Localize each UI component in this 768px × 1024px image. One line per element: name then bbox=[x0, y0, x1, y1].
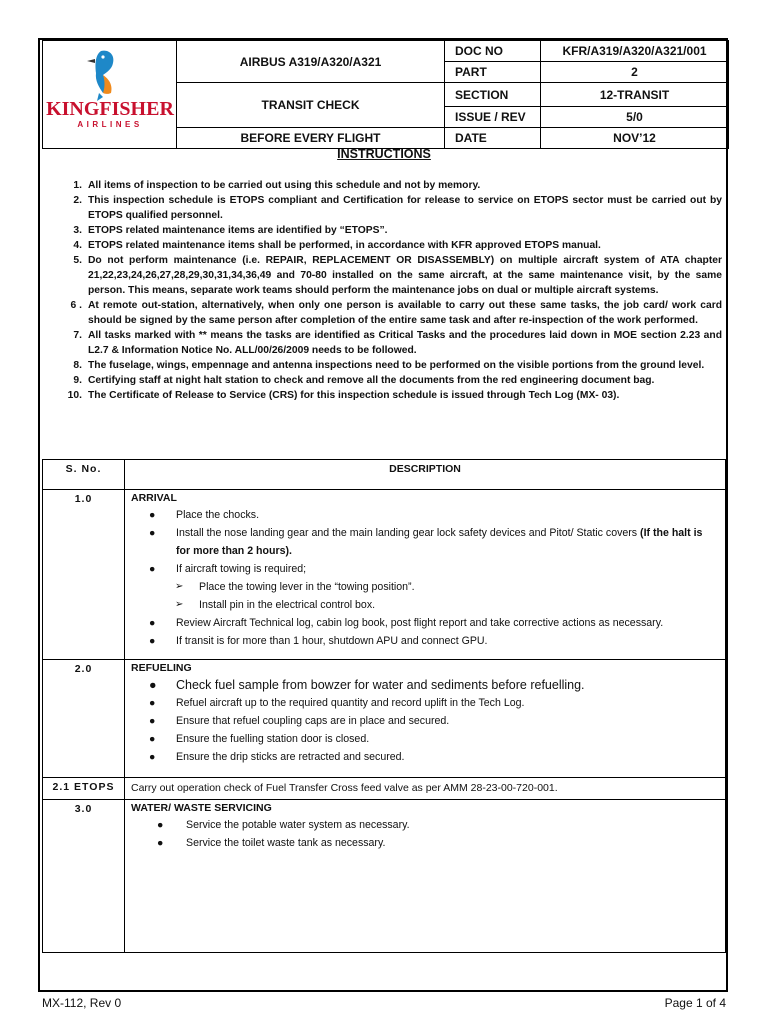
task-table bbox=[42, 459, 726, 953]
instruction-item: 1. All items of inspection to be carried out using this schedule and not by memory. bbox=[73, 180, 481, 191]
instructions-list bbox=[60, 178, 722, 403]
footer-form-number: MX-112, Rev 0 bbox=[42, 996, 122, 1010]
list-item: ● Check fuel sample from bowzer for water and sediments before refuelling. bbox=[149, 678, 585, 692]
instruction-item: 3. ETOPS related maintenance items are identified by “ETOPS”. bbox=[73, 225, 388, 236]
bullet-icon: ● bbox=[157, 819, 164, 831]
logo-wordmark: KINGFISHER bbox=[46, 98, 174, 120]
row-description bbox=[125, 490, 726, 660]
list-item: ● Ensure the drip sticks are retracted and secured. bbox=[131, 748, 719, 766]
instruction-item: 2. This inspection schedule is ETOPS compliant and Certification for release to service on ETOPS sector must be carried out by ETOPS qualified personnel. bbox=[73, 195, 722, 221]
instruction-item: 4. ETOPS related maintenance items shall be performed, in accordance with KFR approved ETOPS manual. bbox=[73, 240, 601, 251]
bullet-icon: ● bbox=[149, 715, 156, 727]
list-item: ● Service the toilet waste tank as necessary. bbox=[131, 834, 719, 852]
row-description: Carry out operation check of Fuel Transfer Cross feed valve as per AMM 28-23-00-720-001. bbox=[125, 778, 726, 800]
field-label: DOC NO bbox=[445, 41, 541, 62]
section-title: REFUELING bbox=[131, 662, 192, 674]
row-description bbox=[125, 800, 726, 953]
bullet-icon: ● bbox=[149, 563, 156, 575]
date-value: NOV’12 bbox=[541, 128, 729, 149]
instruction-item: 7. All tasks marked with ** means the tasks are identified as Critical Tasks and the procedures laid down in MOE section 2.23 and L2.7 & Information Notice No. ALL/00/26/2009 needs to be followed. bbox=[73, 330, 722, 356]
list-item: ● Place the chocks. bbox=[131, 506, 719, 524]
instruction-item: 8. The fuselage, wings, empennage and antenna inspections need to be performed on the visible portions from the ground level. bbox=[73, 360, 705, 371]
list-item: ● If transit is for more than 1 hour, shutdown APU and connect GPU. bbox=[131, 632, 719, 650]
list-item: ● Install the nose landing gear and the main landing gear lock safety devices and Pitot/ Static covers (If the halt is for more than 2 hours). bbox=[131, 524, 719, 560]
kingfisher-bird-icon bbox=[87, 51, 113, 101]
aircraft-type: AIRBUS A319/A320/A321 bbox=[177, 41, 445, 83]
bullet-icon: ● bbox=[149, 733, 156, 745]
section-value: 12-TRANSIT bbox=[541, 83, 729, 107]
row-number: 1.0 bbox=[43, 490, 125, 660]
list-item: ● Ensure that refuel coupling caps are in place and secured. bbox=[131, 712, 719, 730]
bullet-icon: ● bbox=[157, 837, 164, 849]
bullet-icon: ● bbox=[149, 509, 156, 521]
table-row bbox=[43, 778, 726, 800]
table-row bbox=[43, 660, 726, 778]
row-description bbox=[125, 660, 726, 778]
doc-no-value: KFR/A319/A320/A321/001 bbox=[541, 41, 729, 62]
document-header bbox=[42, 40, 729, 149]
field-label: PART bbox=[445, 62, 541, 83]
bullet-icon: ● bbox=[149, 527, 156, 539]
part-value: 2 bbox=[541, 62, 729, 83]
sub-item: ➢ Place the towing lever in the “towing position”. bbox=[131, 578, 719, 596]
bullet-icon: ● bbox=[149, 617, 156, 629]
kingfisher-logo bbox=[43, 41, 177, 145]
arrow-icon: ➢ bbox=[175, 581, 184, 592]
col-header-sno: S. No. bbox=[43, 460, 125, 490]
arrow-icon: ➢ bbox=[175, 599, 184, 610]
instruction-item: 5. Do not perform maintenance (i.e. REPAIR, REPLACEMENT OR DISASSEMBLY) on multiple aircraft system of ATA chapter 21,22,23,24,26,27,28,29,30,31,34,36,49 and 70-80 installed on the same aircraft, at the same maintenance visit, by the same person. This means, separate work teams should perform the maintenance jobs on dual or multiple aircraft systems. bbox=[73, 255, 722, 296]
bullet-icon: ● bbox=[149, 635, 156, 647]
list-item: ● Refuel aircraft up to the required quantity and record uplift in the Tech Log. bbox=[131, 694, 719, 712]
issue-rev-value: 5/0 bbox=[541, 107, 729, 128]
col-header-description: DESCRIPTION bbox=[125, 460, 726, 490]
list-item: ● If aircraft towing is required; bbox=[131, 560, 719, 578]
table-row bbox=[43, 490, 726, 660]
instructions-title: INSTRUCTIONS bbox=[337, 147, 431, 161]
instruction-item: 10. The Certificate of Release to Service (CRS) for this inspection schedule is issued through Tech Log (MX- 03). bbox=[67, 390, 620, 401]
section-title: WATER/ WASTE SERVICING bbox=[131, 802, 272, 814]
row-number: 2.0 bbox=[43, 660, 125, 778]
field-label: DATE bbox=[445, 128, 541, 149]
list-item: ● Ensure the fuelling station door is closed. bbox=[131, 730, 719, 748]
row-number: 2.1 ETOPS bbox=[43, 778, 125, 800]
check-type: TRANSIT CHECK bbox=[177, 83, 445, 128]
list-item: ● Service the potable water system as necessary. bbox=[131, 816, 719, 834]
bullet-icon: ● bbox=[149, 678, 157, 692]
list-item: ● Review Aircraft Technical log, cabin log book, post flight report and take corrective actions as necessary. bbox=[131, 614, 719, 632]
field-label: ISSUE / REV bbox=[445, 107, 541, 128]
frequency: BEFORE EVERY FLIGHT bbox=[177, 128, 445, 149]
field-label: SECTION bbox=[445, 83, 541, 107]
bullet-icon: ● bbox=[149, 751, 156, 763]
bullet-icon: ● bbox=[149, 697, 156, 709]
logo-cell bbox=[43, 41, 177, 149]
table-row bbox=[43, 800, 726, 953]
sub-item: ➢ Install pin in the electrical control box. bbox=[131, 596, 719, 614]
instruction-item: 6 . At remote out-station, alternatively, when only one person is available to carry out these same tasks, the job card/ work card should be signed by the same person after completion of the entire same task and after re-inspection of the work performed. bbox=[70, 300, 722, 326]
footer-page-number: Page 1 of 4 bbox=[664, 996, 726, 1010]
logo-subtitle: AIRLINES bbox=[77, 120, 143, 129]
section-title: ARRIVAL bbox=[131, 492, 177, 504]
instruction-item: 9. Certifying staff at night halt station to check and remove all the documents from the red engineering document bag. bbox=[73, 375, 655, 386]
row-number: 3.0 bbox=[43, 800, 125, 953]
